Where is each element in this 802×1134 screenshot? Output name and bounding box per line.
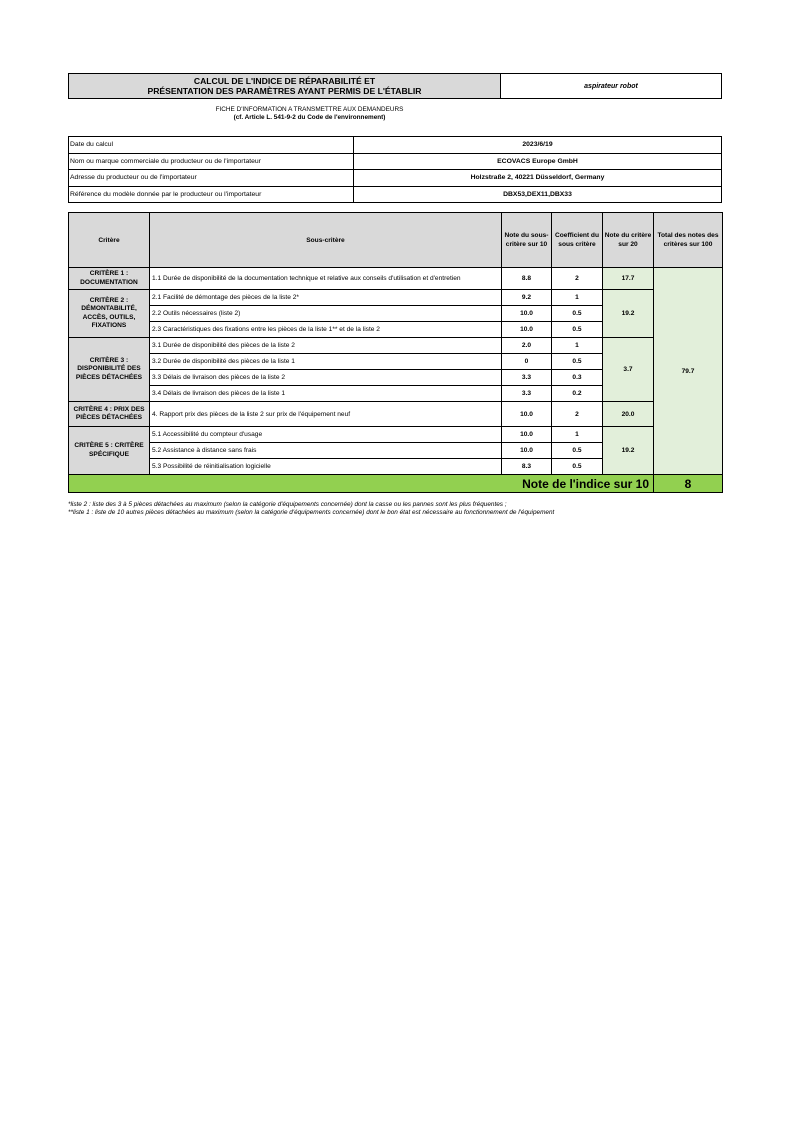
table-header-row (69, 213, 723, 268)
sub-coef: 0.2 (552, 386, 603, 402)
info-label: Référence du modèle donnée par le producteur ou l'importateur (69, 186, 354, 203)
info-table (68, 136, 722, 203)
sub-note: 10.0 (502, 443, 552, 459)
table-row (69, 338, 723, 354)
sub-coef: 1 (552, 338, 603, 354)
sub-note: 10.0 (502, 306, 552, 322)
criterion-score: 20.0 (603, 402, 654, 427)
sub-criterion: 5.2 Assistance à distance sans frais (150, 443, 502, 459)
sub-coef: 0.5 (552, 459, 603, 475)
scoring-table (68, 212, 723, 493)
fiche-subtitle: (cf. Article L. 541-9-2 du Code de l'environnement) (233, 114, 386, 121)
sub-criterion: 3.1 Durée de disponibilité des pièces de la liste 2 (150, 338, 502, 354)
document-title (68, 73, 501, 99)
sub-note: 3.3 (502, 386, 552, 402)
info-label: Nom ou marque commerciale du producteur ou de l'importateur (69, 153, 354, 170)
sub-note: 8.3 (502, 459, 552, 475)
info-row (69, 137, 722, 154)
sub-criterion: 3.4 Délais de livraison des pièces de la liste 1 (150, 386, 502, 402)
sub-note: 9.2 (502, 290, 552, 306)
info-value: ECOVACS Europe GmbH (354, 153, 722, 170)
index-footer-row (69, 475, 723, 493)
info-value: Holzstraße 2, 40221 Düsseldorf, Germany (354, 170, 722, 187)
header-critere: Critère (69, 213, 150, 268)
sub-criterion: 2.1 Facilité de démontage des pièces de la liste 2* (150, 290, 502, 306)
header-note-critere: Note du critère sur 20 (603, 213, 654, 268)
info-row (69, 170, 722, 187)
sub-coef: 0.5 (552, 354, 603, 370)
header-sous-critere: Sous-critère (150, 213, 502, 268)
info-label: Date du calcul (69, 137, 354, 154)
sub-coef: 1 (552, 427, 603, 443)
sub-coef: 0.3 (552, 370, 603, 386)
criterion-2: CRITÈRE 2 : DÉMONTABILITÉ, ACCÈS, OUTILS, FIXATIONS (69, 290, 150, 338)
info-row (69, 186, 722, 203)
product-category: aspirateur robot (501, 73, 722, 99)
sub-criterion: 2.2 Outils nécessaires (liste 2) (150, 306, 502, 322)
fiche-title: FICHE D'INFORMATION A TRANSMETTRE AUX DEMANDEURS (215, 106, 404, 113)
total-score: 79.7 (654, 268, 723, 475)
criterion-4: CRITÈRE 4 : PRIX DES PIÈCES DÉTACHÉES (69, 402, 150, 427)
sub-criterion: 1.1 Durée de disponibilité de la documentation technique et relative aux conseils d'utilisation et d'entretien (150, 268, 502, 290)
criterion-score: 19.2 (603, 427, 654, 475)
sub-coef: 2 (552, 402, 603, 427)
sub-criterion: 3.2 Durée de disponibilité des pièces de la liste 1 (150, 354, 502, 370)
criterion-5: CRITÈRE 5 : CRITÈRE SPÉCIFIQUE (69, 427, 150, 475)
header-total: Total des notes des critères sur 100 (654, 213, 723, 268)
info-row (69, 153, 722, 170)
table-row (69, 402, 723, 427)
info-label: Adresse du producteur ou de l'importateur (69, 170, 354, 187)
criterion-score: 19.2 (603, 290, 654, 338)
sub-criterion: 4. Rapport prix des pièces de la liste 2 sur prix de l'équipement neuf (150, 402, 502, 427)
criterion-score: 3.7 (603, 338, 654, 402)
sub-criterion: 3.3 Délais de livraison des pièces de la liste 2 (150, 370, 502, 386)
info-value: 2023/6/19 (354, 137, 722, 154)
sub-note: 10.0 (502, 427, 552, 443)
sub-note: 0 (502, 354, 552, 370)
sub-criterion: 2.3 Caractéristiques des fixations entre les pièces de la liste 1** et de la liste 2 (150, 322, 502, 338)
title-line-2: PRÉSENTATION DES PARAMÈTRES AYANT PERMIS DE L'ÉTABLIR (147, 86, 422, 96)
fiche-heading (68, 106, 551, 122)
sub-note: 3.3 (502, 370, 552, 386)
table-row (69, 290, 723, 306)
sub-coef: 0.5 (552, 443, 603, 459)
sub-note: 8.8 (502, 268, 552, 290)
index-label: Note de l'indice sur 10 (69, 475, 654, 493)
title-line-1: CALCUL DE L'INDICE DE RÉPARABILITÉ ET (193, 76, 376, 86)
index-value: 8 (654, 475, 723, 493)
sub-note: 10.0 (502, 322, 552, 338)
sub-note: 2.0 (502, 338, 552, 354)
sub-note: 10.0 (502, 402, 552, 427)
sub-coef: 1 (552, 290, 603, 306)
footnote-1: *liste 2 : liste des 3 à 5 pièces détachées au maximum (selon la catégorie d'équipements concernée) dont la casse ou les pannes sont les plus fréquentes ; (68, 501, 507, 508)
criterion-score: 17.7 (603, 268, 654, 290)
footnotes (68, 501, 768, 517)
footnote-2: **liste 1 : liste de 10 autres pièces détachées au maximum (selon la catégorie d'équipements concernée) dont le bon état est nécessaire au fonctionnement de l'équipement (68, 509, 555, 516)
table-row (69, 268, 723, 290)
table-row (69, 427, 723, 443)
sub-criterion: 5.1 Accessibilité du compteur d'usage (150, 427, 502, 443)
sub-coef: 2 (552, 268, 603, 290)
sub-coef: 0.5 (552, 306, 603, 322)
header-coefficient: Coefficient du sous critère (552, 213, 603, 268)
sub-coef: 0.5 (552, 322, 603, 338)
criterion-3: CRITÈRE 3 : DISPONIBILITÉ DES PIÈCES DÉTACHÉES (69, 338, 150, 402)
sub-criterion: 5.3 Possibilité de réinitialisation logicielle (150, 459, 502, 475)
info-value: DBX53,DEX11,DBX33 (354, 186, 722, 203)
header-note-sous: Note du sous-critère sur 10 (502, 213, 552, 268)
criterion-1: CRITÈRE 1 : DOCUMENTATION (69, 268, 150, 290)
